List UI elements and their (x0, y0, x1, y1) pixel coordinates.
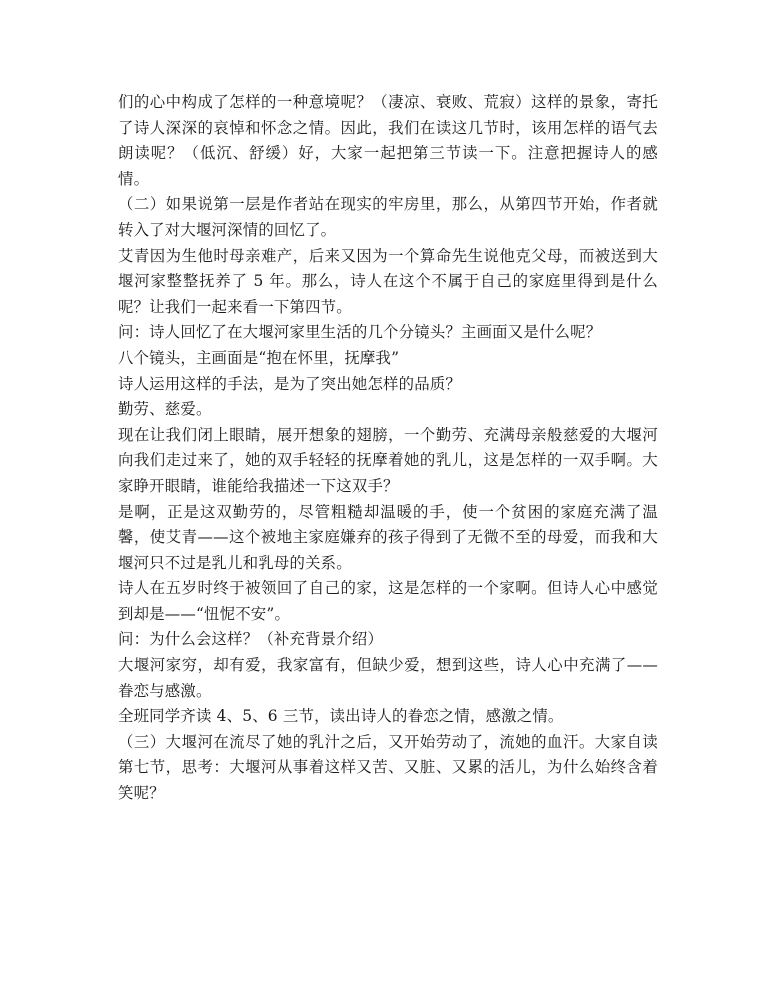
paragraph-5: 八个镜头，主画面是“抱在怀里，抚摩我” (118, 348, 400, 367)
paragraph-11: 问：为什么会这样？（补充背景介绍） (118, 630, 384, 649)
paragraph-9: 是啊，正是这双勤劳的，尽管粗糙却温暖的手，使一个贫困的家庭充满了温馨，使艾青——这个被地主家庭嫌弃的孩子得到了无微不至的母爱，而我和大堰河只不过是乳儿和乳母的关系。 (118, 502, 658, 572)
document-page (118, 90, 658, 807)
paragraph-7: 勤劳、慈爱。 (118, 400, 212, 419)
paragraph-4: 问：诗人回忆了在大堰河家里生活的几个分镜头？主画面又是什么呢？ (118, 323, 602, 342)
paragraph-10: 诗人在五岁时终于被领回了自己的家，这是怎样的一个家啊。但诗人心中感觉到却是——“忸怩不安”。 (118, 579, 658, 623)
paragraph-1: 们的心中构成了怎样的一种意境呢？（凄凉、衰败、荒寂）这样的景象，寄托了诗人深深的哀悼和怀念之情。因此，我们在读这几节时，该用怎样的语气去朗读呢？（低沉、舒缓）好，大家一起把第三节读一下。注意把握诗人的感情。 (118, 93, 658, 188)
paragraph-3: 艾青因为生他时母亲难产，后来又因为一个算命先生说他克父母，而被送到大堰河家整整抚养了 5 年。那么，诗人在这个不属于自己的家庭里得到是什么呢？让我们一起来看一下第四节。 (118, 246, 658, 316)
paragraph-8: 现在让我们闭上眼睛，展开想象的翅膀，一个勤劳、充满母亲般慈爱的大堰河向我们走过来了，她的双手轻轻的抚摩着她的乳儿，这是怎样的一双手啊。大家睁开眼睛，谁能给我描述一下这双手？ (118, 425, 658, 495)
paragraph-2: （二）如果说第一层是作者站在现实的牢房里，那么，从第四节开始，作者就转入了对大堰河深情的回忆了。 (118, 195, 658, 239)
paragraph-14: （三）大堰河在流尽了她的乳汁之后，又开始劳动了，流她的血汗。大家自读第七节，思考：大堰河从事着这样又苦、又脏、又累的活儿，为什么始终含着笑呢？ (118, 732, 658, 803)
paragraph-12: 大堰河家穷，却有爱，我家富有，但缺少爱，想到这些，诗人心中充满了——眷恋与感激。 (118, 656, 658, 700)
paragraph-13: 全班同学齐读 4、5、6 三节，读出诗人的眷恋之情，感激之情。 (118, 707, 564, 726)
paragraph-6: 诗人运用这样的手法，是为了突出她怎样的品质？ (118, 374, 461, 393)
